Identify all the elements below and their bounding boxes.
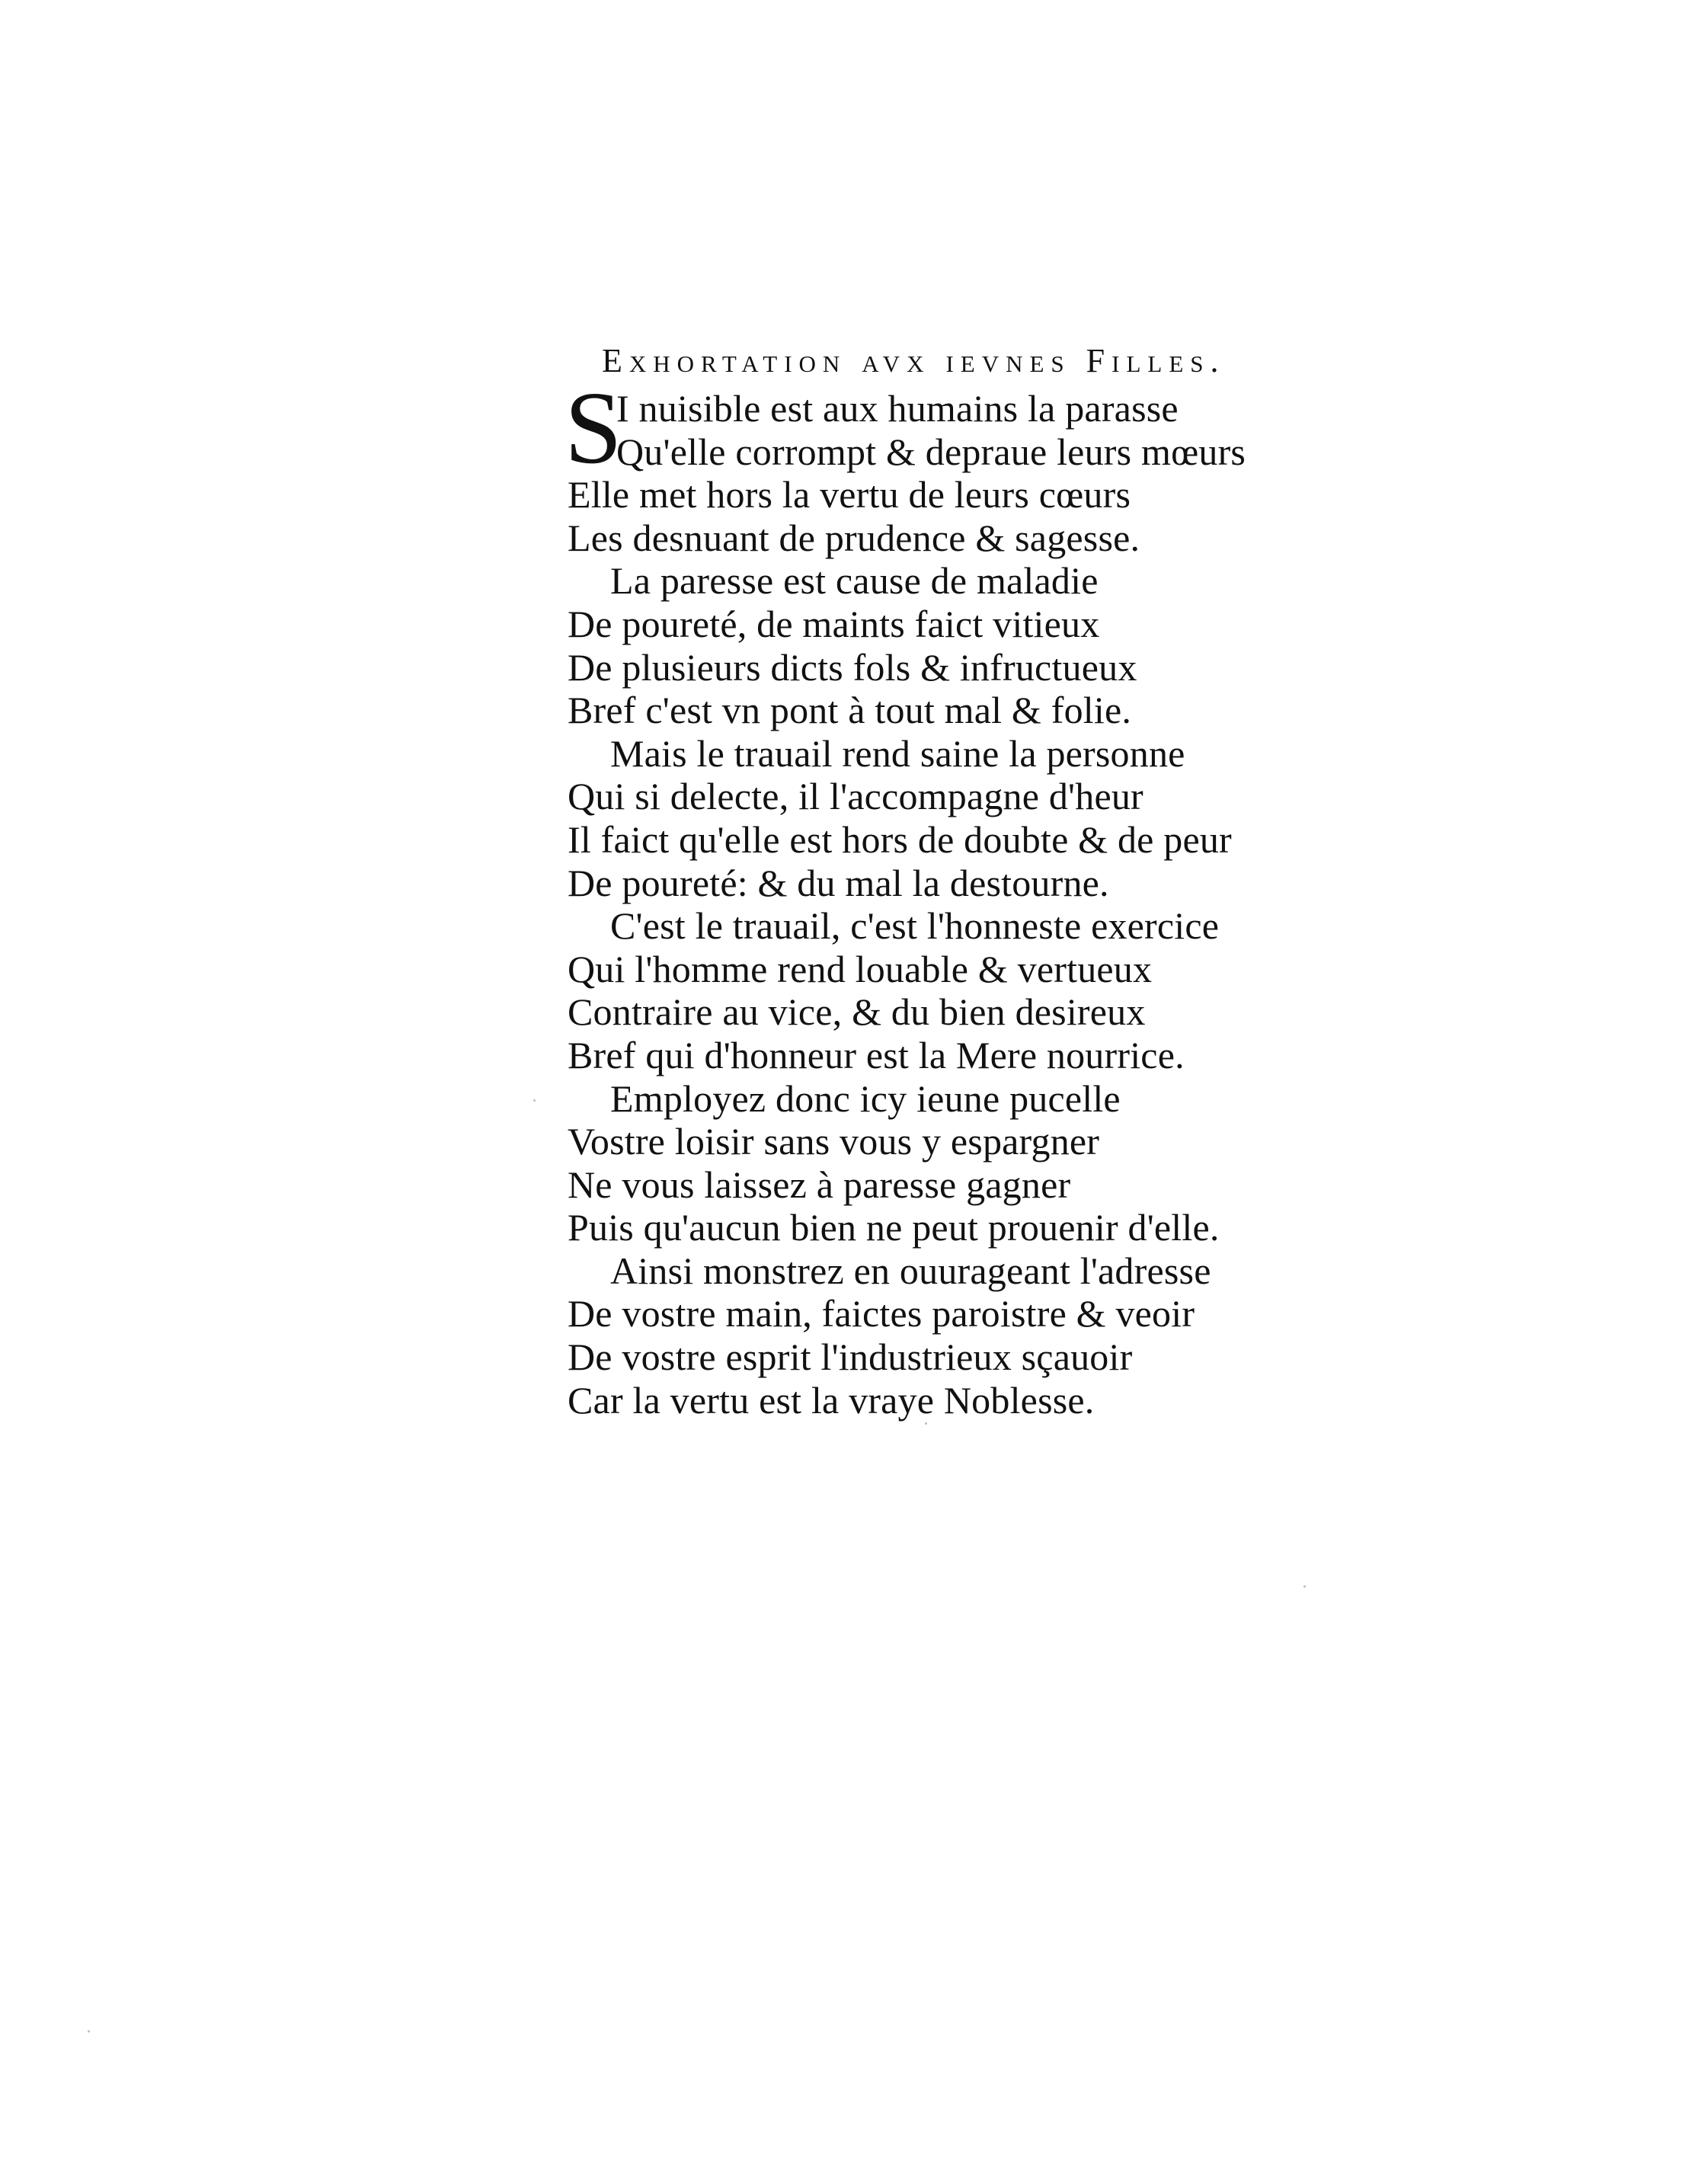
poem-line: Car la vertu est la vraye Noblesse. — [568, 1378, 1095, 1422]
poem-line: Elle met hors la vertu de leurs cœurs — [568, 473, 1131, 517]
poem-line: Vostre loisir sans vous y espargner — [568, 1120, 1100, 1163]
poem-line: De vostre main, faictes paroistre & veoir — [568, 1292, 1195, 1335]
drop-capital: S — [565, 371, 622, 485]
paper-speck — [88, 2030, 90, 2033]
poem-line: Ne vous laissez à paresse gagner — [568, 1163, 1071, 1206]
poem-line: Qu'elle corrompt & depraue leurs mœurs — [616, 430, 1246, 473]
poem-line: Qui si delecte, il l'accompagne d'heur — [568, 775, 1143, 818]
poem-body — [565, 371, 1375, 1422]
paper-speck — [925, 1422, 927, 1425]
poem-line: Ainsi monstrez en ouurageant l'adresse — [610, 1249, 1211, 1292]
paper-speck — [1303, 1585, 1306, 1588]
poem-line: De vostre esprit l'industrieux sçauoir — [568, 1335, 1133, 1379]
poem-line: C'est le trauail, c'est l'honneste exercice — [610, 904, 1220, 948]
poem-line: Bref qui d'honneur est la Mere nourrice. — [568, 1033, 1185, 1076]
poem-line: Mais le trauail rend saine la personne — [610, 731, 1185, 775]
poem-line: Il faict qu'elle est hors de doubte & de peur — [568, 817, 1232, 861]
poem-line: Contraire au vice, & du bien desireux — [568, 990, 1146, 1034]
page-heading: Exhortation avx ievnes Filles. — [602, 342, 1226, 379]
paper-speck — [533, 1099, 536, 1102]
poem-line: De poureté, de maints faict vitieux — [568, 602, 1100, 645]
poem-line: La paresse est cause de maladie — [610, 559, 1099, 603]
poem-line: Bref c'est vn pont à tout mal & folie. — [568, 689, 1132, 732]
poem-line: De plusieurs dicts fols & infructueux — [568, 645, 1137, 689]
poem-line: I nuisible est aux humains la parasse — [616, 387, 1179, 430]
poem-line: Employez donc icy ieune pucelle — [610, 1076, 1121, 1120]
poem-line: De poureté: & du mal la destourne. — [568, 861, 1109, 904]
poem-line: Puis qu'aucun bien ne peut prouenir d'elle. — [568, 1206, 1220, 1249]
poem-line: Qui l'homme rend louable & vertueux — [568, 947, 1153, 990]
poem-line: Les desnuant de prudence & sagesse. — [568, 516, 1140, 559]
